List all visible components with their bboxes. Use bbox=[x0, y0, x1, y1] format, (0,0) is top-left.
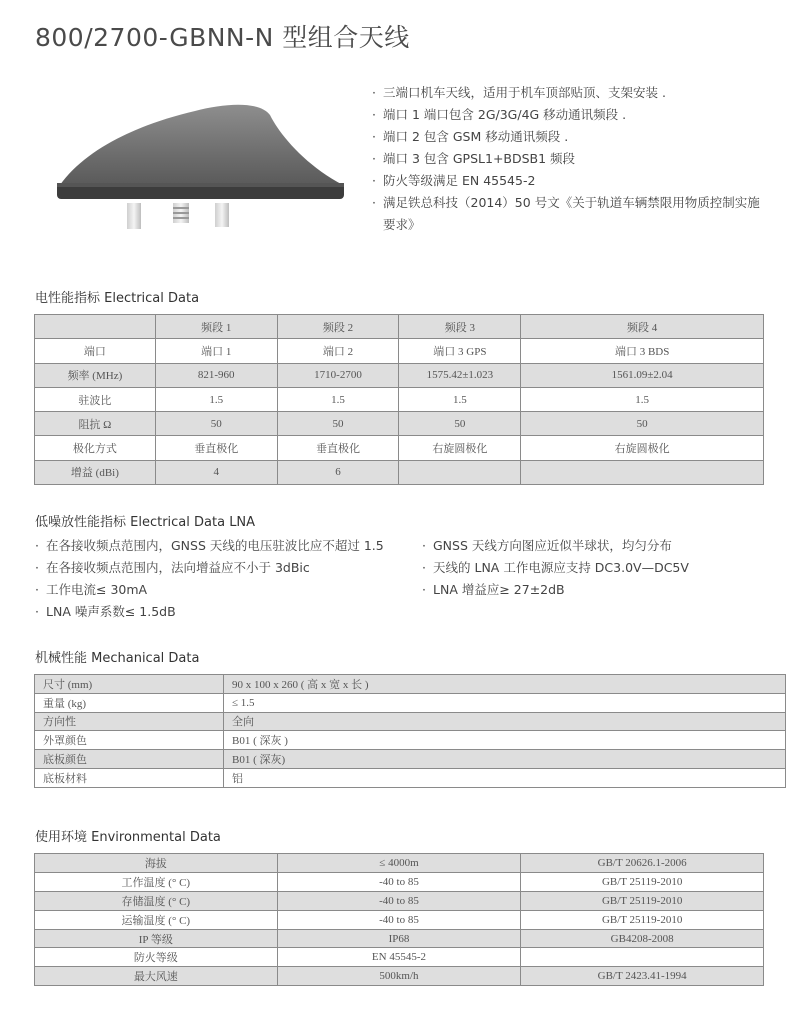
table-cell: B01 ( 深灰) bbox=[224, 750, 786, 769]
table-cell: IP 等级 bbox=[35, 929, 278, 948]
table-cell: -40 to 85 bbox=[277, 872, 521, 891]
table-cell: 阻抗 Ω bbox=[35, 412, 156, 436]
table-cell: 右旋圆极化 bbox=[399, 436, 521, 460]
table-cell: 运输温度 (° C) bbox=[35, 910, 278, 929]
table-row bbox=[35, 872, 764, 891]
table-cell: 最大风速 bbox=[35, 967, 278, 986]
table-cell: 90 x 100 x 260 ( 高 x 宽 x 长 ) bbox=[224, 675, 786, 694]
lna-left-column bbox=[35, 535, 384, 623]
table-cell: 频段 1 bbox=[155, 315, 277, 339]
table-row bbox=[35, 693, 786, 712]
table-cell: 50 bbox=[399, 412, 521, 436]
mechanical-heading: 机械性能 Mechanical Data bbox=[35, 651, 200, 666]
table-cell: 1.5 bbox=[277, 387, 399, 411]
table-cell: 1561.09±2.04 bbox=[521, 363, 764, 387]
table-cell: 工作温度 (° C) bbox=[35, 872, 278, 891]
lna-item: · 天线的 LNA 工作电源应支持 DC3.0V—DC5V bbox=[422, 557, 689, 579]
feature-item: · 防火等级满足 EN 45545-2 bbox=[372, 170, 772, 192]
table-cell: 频段 3 bbox=[399, 315, 521, 339]
table-cell: EN 45545-2 bbox=[277, 948, 521, 967]
table-row bbox=[35, 675, 786, 694]
table-cell: 50 bbox=[155, 412, 277, 436]
table-cell: GB/T 25119-2010 bbox=[521, 891, 764, 910]
table-cell: 防火等级 bbox=[35, 948, 278, 967]
table-cell: 方向性 bbox=[35, 712, 224, 731]
table-cell: 驻波比 bbox=[35, 387, 156, 411]
table-cell: 外罩颜色 bbox=[35, 731, 224, 750]
lna-heading: 低噪放性能指标 Electrical Data LNA bbox=[35, 515, 256, 530]
lna-item: · 在各接收频点范围内，法向增益应不小于 3dBic bbox=[35, 557, 384, 579]
table-cell: IP68 bbox=[277, 929, 521, 948]
table-cell: 存储温度 (° C) bbox=[35, 891, 278, 910]
table-cell: 端口 3 BDS bbox=[521, 339, 764, 363]
table-cell: B01 ( 深灰 ) bbox=[224, 731, 786, 750]
table-cell: 1.5 bbox=[521, 387, 764, 411]
table-cell: 50 bbox=[277, 412, 399, 436]
feature-list bbox=[372, 82, 772, 236]
table-row bbox=[35, 750, 786, 769]
lna-item: · GNSS 天线方向图应近似半球状，均匀分布 bbox=[422, 535, 689, 557]
table-cell bbox=[399, 460, 521, 484]
feature-item: · 端口 3 包含 GPSL1+BDSB1 频段 bbox=[372, 148, 772, 170]
antenna-product-image bbox=[55, 95, 345, 235]
table-row bbox=[35, 460, 764, 484]
table-cell: 底板材料 bbox=[35, 768, 224, 787]
table-row bbox=[35, 929, 764, 948]
table-cell: 铝 bbox=[224, 768, 786, 787]
table-cell: 频率 (MHz) bbox=[35, 363, 156, 387]
lna-right-column bbox=[422, 535, 689, 601]
table-cell bbox=[521, 460, 764, 484]
table-cell: ≤ 4000m bbox=[277, 854, 521, 873]
table-cell: 右旋圆极化 bbox=[521, 436, 764, 460]
table-row bbox=[35, 412, 764, 436]
table-cell: 端口 2 bbox=[277, 339, 399, 363]
table-cell: 底板颜色 bbox=[35, 750, 224, 769]
table-cell: 1710-2700 bbox=[277, 363, 399, 387]
table-cell: ≤ 1.5 bbox=[224, 693, 786, 712]
table-cell: 海拔 bbox=[35, 854, 278, 873]
lna-item: · 在各接收频点范围内，GNSS 天线的电压驻波比应不超过 1.5 bbox=[35, 535, 384, 557]
table-cell: -40 to 85 bbox=[277, 910, 521, 929]
table-cell: GB4208-2008 bbox=[521, 929, 764, 948]
table-cell: 极化方式 bbox=[35, 436, 156, 460]
table-cell: 50 bbox=[521, 412, 764, 436]
lna-item: · LNA 增益应≥ 27±2dB bbox=[422, 579, 689, 601]
table-row bbox=[35, 363, 764, 387]
table-cell: 端口 1 bbox=[155, 339, 277, 363]
table-row bbox=[35, 967, 764, 986]
table-cell: 1575.42±1.023 bbox=[399, 363, 521, 387]
table-row bbox=[35, 387, 764, 411]
electrical-heading: 电性能指标 Electrical Data bbox=[35, 291, 200, 306]
environmental-heading: 使用环境 Environmental Data bbox=[35, 830, 221, 845]
electrical-table bbox=[34, 314, 764, 485]
lna-item: · 工作电流≤ 30mA bbox=[35, 579, 384, 601]
table-row bbox=[35, 731, 786, 750]
table-cell: 频段 4 bbox=[521, 315, 764, 339]
environmental-table bbox=[34, 853, 764, 986]
table-row bbox=[35, 854, 764, 873]
table-cell: 垂直极化 bbox=[277, 436, 399, 460]
page-title: 800/2700-GBNN-N 型组合天线 bbox=[35, 23, 410, 52]
table-cell: 重量 (kg) bbox=[35, 693, 224, 712]
table-row bbox=[35, 436, 764, 460]
table-row bbox=[35, 339, 764, 363]
lna-item: · LNA 噪声系数≤ 1.5dB bbox=[35, 601, 384, 623]
table-cell: GB/T 20626.1-2006 bbox=[521, 854, 764, 873]
table-cell: GB/T 25119-2010 bbox=[521, 872, 764, 891]
feature-item: · 满足铁总科技（2014）50 号文《关于轨道车辆禁限用物质控制实施要求》 bbox=[372, 192, 772, 236]
table-cell: 增益 (dBi) bbox=[35, 460, 156, 484]
table-cell: 端口 bbox=[35, 339, 156, 363]
mechanical-table bbox=[34, 674, 786, 788]
table-row bbox=[35, 910, 764, 929]
table-cell: 821-960 bbox=[155, 363, 277, 387]
table-row bbox=[35, 891, 764, 910]
table-cell: 垂直极化 bbox=[155, 436, 277, 460]
table-cell: -40 to 85 bbox=[277, 891, 521, 910]
table-row bbox=[35, 948, 764, 967]
feature-item: · 三端口机车天线，适用于机车顶部贴顶、支架安装 . bbox=[372, 82, 772, 104]
table-cell bbox=[35, 315, 156, 339]
table-cell: GB/T 2423.41-1994 bbox=[521, 967, 764, 986]
table-cell: GB/T 25119-2010 bbox=[521, 910, 764, 929]
table-cell: 频段 2 bbox=[277, 315, 399, 339]
table-cell: 1.5 bbox=[155, 387, 277, 411]
table-cell: 500km/h bbox=[277, 967, 521, 986]
table-cell: 全向 bbox=[224, 712, 786, 731]
table-cell bbox=[521, 948, 764, 967]
table-row bbox=[35, 315, 764, 339]
table-cell: 尺寸 (mm) bbox=[35, 675, 224, 694]
table-cell: 4 bbox=[155, 460, 277, 484]
table-cell: 1.5 bbox=[399, 387, 521, 411]
table-row bbox=[35, 712, 786, 731]
table-cell: 6 bbox=[277, 460, 399, 484]
table-cell: 端口 3 GPS bbox=[399, 339, 521, 363]
feature-item: · 端口 1 端口包含 2G/3G/4G 移动通讯频段 . bbox=[372, 104, 772, 126]
table-row bbox=[35, 768, 786, 787]
feature-item: · 端口 2 包含 GSM 移动通讯频段 . bbox=[372, 126, 772, 148]
